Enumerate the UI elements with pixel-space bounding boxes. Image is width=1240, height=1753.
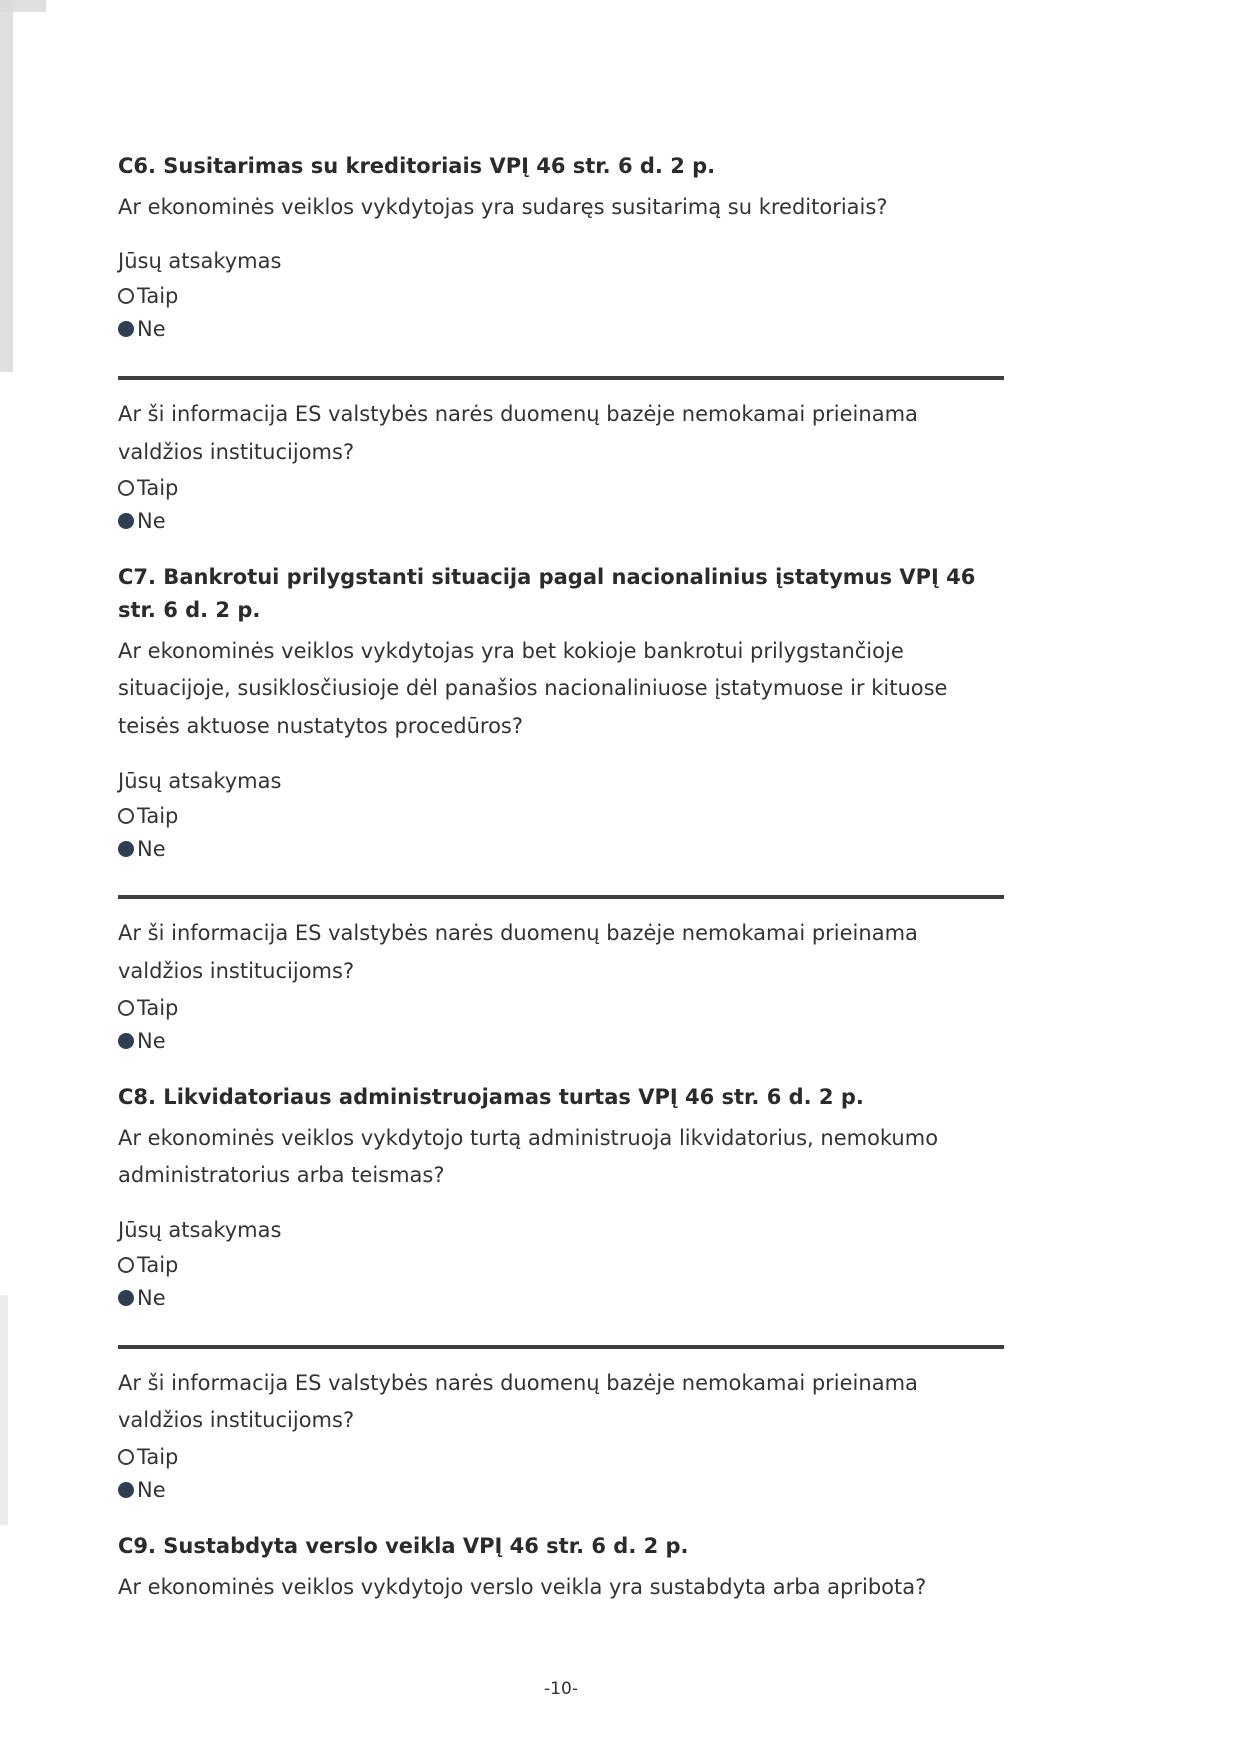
section-c6-heading: C6. Susitarimas su kreditoriais VPĮ 46 str. 6 d. 2 p.	[118, 154, 716, 178]
radio-taip-label: Taip	[137, 803, 179, 828]
section-divider	[118, 376, 1004, 380]
radio-unselected-icon[interactable]	[118, 288, 134, 304]
section-c6-db-radio-ne[interactable]	[118, 504, 1004, 537]
section-c8	[118, 1081, 1004, 1506]
section-c8-answer-label: Jūsų atsakymas	[118, 1218, 282, 1243]
radio-ne-label: Ne	[137, 508, 166, 533]
radio-ne-label: Ne	[137, 1028, 166, 1053]
section-c7-question: Ar ekonominės veiklos vykdytojas yra bet kokioje bankrotui prilygstančioje situacijoje, susiklosčiusioje dėl panašios nacionaliniuose įstatymuose ir kituose teisės aktuose nustatytos procedūros?	[118, 638, 948, 739]
section-c6-answer-label: Jūsų atsakymas	[118, 249, 282, 274]
radio-selected-icon[interactable]	[118, 513, 134, 529]
section-c6-radio-taip[interactable]	[118, 280, 1004, 313]
section-c8-question: Ar ekonominės veiklos vykdytojo turtą administruoja likvidatorius, nemokumo administratorius arba teismas?	[118, 1125, 939, 1188]
section-c6-radio-ne[interactable]	[118, 313, 1004, 346]
section-c8-radio-taip[interactable]	[118, 1249, 1004, 1282]
section-c7-radio-taip[interactable]	[118, 799, 1004, 832]
section-c6-db-radio-taip[interactable]	[118, 471, 1004, 504]
radio-taip-label: Taip	[137, 1253, 179, 1278]
section-c6-answer-group	[118, 280, 1004, 346]
section-c8-db-radio-ne[interactable]	[118, 1473, 1004, 1506]
radio-ne-label: Ne	[137, 1477, 166, 1502]
radio-selected-icon[interactable]	[118, 1290, 134, 1306]
scan-artifact	[0, 0, 46, 12]
radio-selected-icon[interactable]	[118, 321, 134, 337]
scan-artifact	[0, 0, 13, 372]
section-c7-answer-group	[118, 799, 1004, 865]
radio-ne-label: Ne	[137, 836, 166, 861]
section-c7-radio-ne[interactable]	[118, 832, 1004, 865]
section-c6-db-question: Ar ši informacija ES valstybės narės duomenų bazėje nemokamai prieinama valdžios institucijoms?	[118, 401, 918, 464]
radio-selected-icon[interactable]	[118, 1033, 134, 1049]
radio-ne-label: Ne	[137, 1286, 166, 1311]
section-c8-db-answer-group	[118, 1440, 1004, 1506]
section-c6	[118, 150, 1004, 537]
page-content	[118, 150, 1004, 1699]
section-c8-db-radio-taip[interactable]	[118, 1440, 1004, 1473]
section-c8-db-question: Ar ši informacija ES valstybės narės duomenų bazėje nemokamai prieinama valdžios institucijoms?	[118, 1370, 918, 1433]
section-c9-question: Ar ekonominės veiklos vykdytojo verslo veikla yra sustabdyta arba apribota?	[118, 1574, 927, 1599]
radio-taip-label: Taip	[137, 475, 179, 500]
radio-taip-label: Taip	[137, 1444, 179, 1469]
radio-unselected-icon[interactable]	[118, 808, 134, 824]
section-c7-db-radio-taip[interactable]	[118, 991, 1004, 1024]
section-c6-db-answer-group	[118, 471, 1004, 537]
section-c9-heading: C9. Sustabdyta verslo veikla VPĮ 46 str. 6 d. 2 p.	[118, 1534, 689, 1559]
radio-taip-label: Taip	[137, 284, 179, 309]
section-divider	[118, 1345, 1004, 1349]
section-c8-radio-ne[interactable]	[118, 1282, 1004, 1315]
radio-unselected-icon[interactable]	[118, 1000, 134, 1016]
section-c7	[118, 561, 1004, 1057]
radio-selected-icon[interactable]	[118, 841, 134, 857]
section-c7-db-question: Ar ši informacija ES valstybės narės duomenų bazėje nemokamai prieinama valdžios institucijoms?	[118, 921, 918, 984]
radio-unselected-icon[interactable]	[118, 1449, 134, 1465]
page-number: -10-	[544, 1678, 578, 1699]
section-c7-db-radio-ne[interactable]	[118, 1024, 1004, 1057]
radio-taip-label: Taip	[137, 995, 179, 1020]
section-c7-answer-label: Jūsų atsakymas	[118, 768, 282, 793]
section-c7-heading: C7. Bankrotui prilygstanti situacija pagal nacionalinius įstatymus VPĮ 46 str. 6 d. 2 p.	[118, 565, 976, 622]
section-c9	[118, 1530, 1004, 1606]
section-divider	[118, 895, 1004, 899]
radio-unselected-icon[interactable]	[118, 480, 134, 496]
radio-unselected-icon[interactable]	[118, 1257, 134, 1273]
radio-ne-label: Ne	[137, 317, 166, 342]
section-c8-answer-group	[118, 1249, 1004, 1315]
section-c6-question: Ar ekonominės veiklos vykdytojas yra sudaręs susitarimą su kreditoriais?	[118, 194, 888, 219]
scan-artifact	[0, 1295, 8, 1525]
section-c8-heading: C8. Likvidatoriaus administruojamas turtas VPĮ 46 str. 6 d. 2 p.	[118, 1085, 864, 1110]
radio-selected-icon[interactable]	[118, 1482, 134, 1498]
section-c7-db-answer-group	[118, 991, 1004, 1057]
